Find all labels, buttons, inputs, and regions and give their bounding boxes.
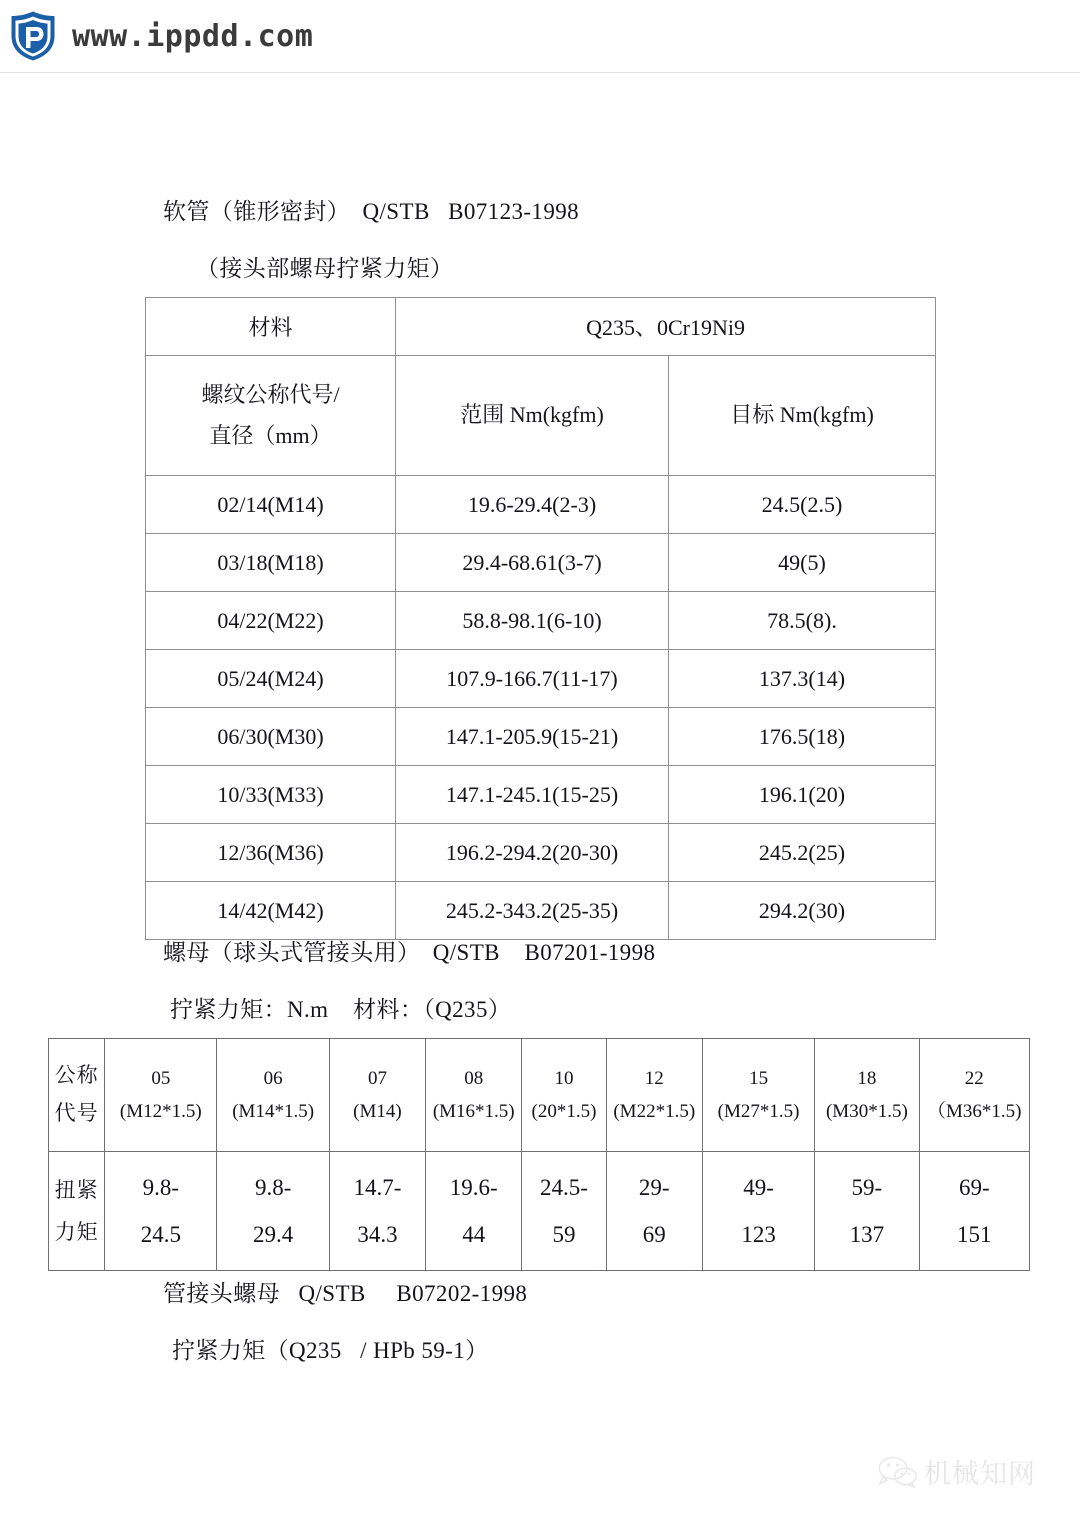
- cell-code: 03/18(M18): [146, 534, 396, 592]
- cell-nominal-code: [815, 1039, 919, 1152]
- code-value: 07: [367, 1067, 387, 1089]
- torque-to: 137: [849, 1222, 885, 1247]
- thread-value: (M14*1.5): [232, 1101, 315, 1122]
- section-one-subtitle: （接头部螺母拧紧力矩）: [196, 256, 454, 281]
- nominal-code-row-label: [49, 1039, 105, 1152]
- cell-torque: [105, 1152, 217, 1271]
- thread-value: (M27*1.5): [717, 1101, 800, 1122]
- code-value: 12: [644, 1067, 664, 1089]
- torque-from: 29-: [638, 1174, 670, 1200]
- torque-to: 29.4: [253, 1222, 294, 1247]
- thread-code-header-line1: 螺纹公称代号/: [201, 381, 340, 407]
- table-row: [146, 708, 936, 766]
- thread-code-header-line2: 直径（mm）: [209, 422, 332, 448]
- cell-code: 14/42(M42): [146, 882, 396, 940]
- cell-code: 02/14(M14): [146, 476, 396, 534]
- thread-value: (20*1.5): [531, 1101, 597, 1122]
- table-row-material: [146, 298, 936, 356]
- cell-nominal-code: [329, 1039, 425, 1152]
- table-row: [146, 824, 936, 882]
- torque-to: 151: [957, 1222, 992, 1247]
- torque-from: 19.6-: [449, 1174, 498, 1200]
- cell-target: 196.1(20): [669, 766, 936, 824]
- torque-from: 14.7-: [353, 1174, 402, 1200]
- cell-target: 245.2(25): [669, 824, 936, 882]
- cell-code: 05/24(M24): [146, 650, 396, 708]
- cell-torque: [702, 1152, 814, 1271]
- torque-to: 123: [741, 1222, 776, 1247]
- wechat-icon: [878, 1455, 918, 1489]
- ippdd-shield-logo-icon: [8, 10, 58, 62]
- section-two-title: 螺母（球头式管接头用） Q/STB B07201-1998: [163, 940, 656, 965]
- cell-torque: [329, 1152, 425, 1271]
- code-value: 18: [857, 1067, 877, 1089]
- cell-range: 58.8-98.1(6-10): [396, 592, 669, 650]
- thread-value: (M12*1.5): [119, 1101, 202, 1122]
- section-three-subtitle: 拧紧力矩（Q235 / HPb 59-1）: [172, 1338, 489, 1363]
- cell-range: 196.2-294.2(20-30): [396, 824, 669, 882]
- cell-code: 10/33(M33): [146, 766, 396, 824]
- table-row: [146, 534, 936, 592]
- cell-torque: [426, 1152, 522, 1271]
- range-header: 范围 Nm(kgfm): [396, 356, 669, 476]
- torque-to: 69: [642, 1222, 666, 1247]
- table-row: [146, 592, 936, 650]
- material-value: Q235、0Cr19Ni9: [396, 298, 936, 356]
- cell-nominal-code: [522, 1039, 606, 1152]
- site-url-text: www.ippdd.com: [72, 18, 314, 54]
- cell-target: 78.5(8).: [669, 592, 936, 650]
- cell-torque: [815, 1152, 919, 1271]
- cell-torque: [217, 1152, 329, 1271]
- cell-nominal-code: [217, 1039, 329, 1152]
- cell-nominal-code: [702, 1039, 814, 1152]
- code-value: 22: [964, 1067, 984, 1089]
- cell-nominal-code: [606, 1039, 702, 1152]
- code-value: 15: [749, 1067, 769, 1089]
- table-row-nominal-codes: [49, 1039, 1030, 1152]
- cell-code: 04/22(M22): [146, 592, 396, 650]
- torque-from: 69-: [958, 1174, 990, 1200]
- cell-range: 245.2-343.2(25-35): [396, 882, 669, 940]
- cell-range: 147.1-245.1(15-25): [396, 766, 669, 824]
- cell-target: 137.3(14): [669, 650, 936, 708]
- site-header: [0, 0, 1080, 72]
- cell-range: 29.4-68.61(3-7): [396, 534, 669, 592]
- code-value: 08: [464, 1067, 484, 1089]
- cell-nominal-code: [105, 1039, 217, 1152]
- torque-row-label: [49, 1152, 105, 1271]
- torque-table-ball-head-fitting-nut: [48, 1038, 1030, 1271]
- thread-value: (M14): [353, 1101, 402, 1122]
- torque-from: 49-: [743, 1174, 774, 1200]
- thread-value: (M22*1.5): [613, 1101, 696, 1122]
- thread-value: (M30*1.5): [825, 1101, 908, 1122]
- nominal-code-label-line2: 代号: [54, 1101, 99, 1125]
- torque-from: 9.8-: [142, 1174, 180, 1200]
- cell-target: 24.5(2.5): [669, 476, 936, 534]
- torque-to: 44: [462, 1222, 486, 1247]
- torque-label-line2: 力矩: [54, 1220, 99, 1244]
- table-row: [146, 766, 936, 824]
- header-divider: [0, 72, 1080, 73]
- code-value: 10: [554, 1067, 574, 1089]
- material-label: 材料: [146, 298, 396, 356]
- cell-nominal-code: [426, 1039, 522, 1152]
- cell-nominal-code: [919, 1039, 1029, 1152]
- torque-to: 24.5: [140, 1222, 181, 1247]
- section-three-title: 管接头螺母 Q/STB B07202-1998: [163, 1281, 528, 1306]
- cell-code: 12/36(M36): [146, 824, 396, 882]
- torque-table-hose-conical-seal: [145, 297, 936, 940]
- thread-value: （M36*1.5): [927, 1101, 1022, 1122]
- torque-to: 59: [552, 1222, 576, 1247]
- cell-torque: [919, 1152, 1029, 1271]
- table-row-torque-values: [49, 1152, 1030, 1271]
- watermark-text: 机械知网: [924, 1459, 1036, 1489]
- table-row-column-headers: [146, 356, 936, 476]
- cell-range: 107.9-166.7(11-17): [396, 650, 669, 708]
- table-row: [146, 476, 936, 534]
- cell-range: 19.6-29.4(2-3): [396, 476, 669, 534]
- torque-to: 34.3: [357, 1222, 398, 1247]
- target-header: 目标 Nm(kgfm): [669, 356, 936, 476]
- cell-range: 147.1-205.9(15-21): [396, 708, 669, 766]
- thread-value: (M16*1.5): [432, 1101, 515, 1122]
- cell-target: 49(5): [669, 534, 936, 592]
- cell-torque: [606, 1152, 702, 1271]
- cell-target: 294.2(30): [669, 882, 936, 940]
- code-value: 06: [263, 1067, 283, 1089]
- cell-target: 176.5(18): [669, 708, 936, 766]
- section-two-subtitle: 拧紧力矩：N.m 材料：（Q235）: [170, 997, 512, 1022]
- table-row: [146, 882, 936, 940]
- code-value: 05: [151, 1067, 171, 1089]
- cell-torque: [522, 1152, 606, 1271]
- torque-from: 9.8-: [254, 1174, 292, 1200]
- table-row: [146, 650, 936, 708]
- torque-label-line1: 扭紧: [54, 1178, 99, 1202]
- footer-watermark: [878, 1452, 1036, 1491]
- torque-from: 24.5-: [540, 1174, 588, 1200]
- section-one-title: 软管（锥形密封） Q/STB B07123-1998: [163, 199, 580, 224]
- cell-code: 06/30(M30): [146, 708, 396, 766]
- thread-code-header: [146, 356, 396, 476]
- torque-from: 59-: [851, 1174, 883, 1200]
- nominal-code-label-line1: 公称: [54, 1063, 99, 1088]
